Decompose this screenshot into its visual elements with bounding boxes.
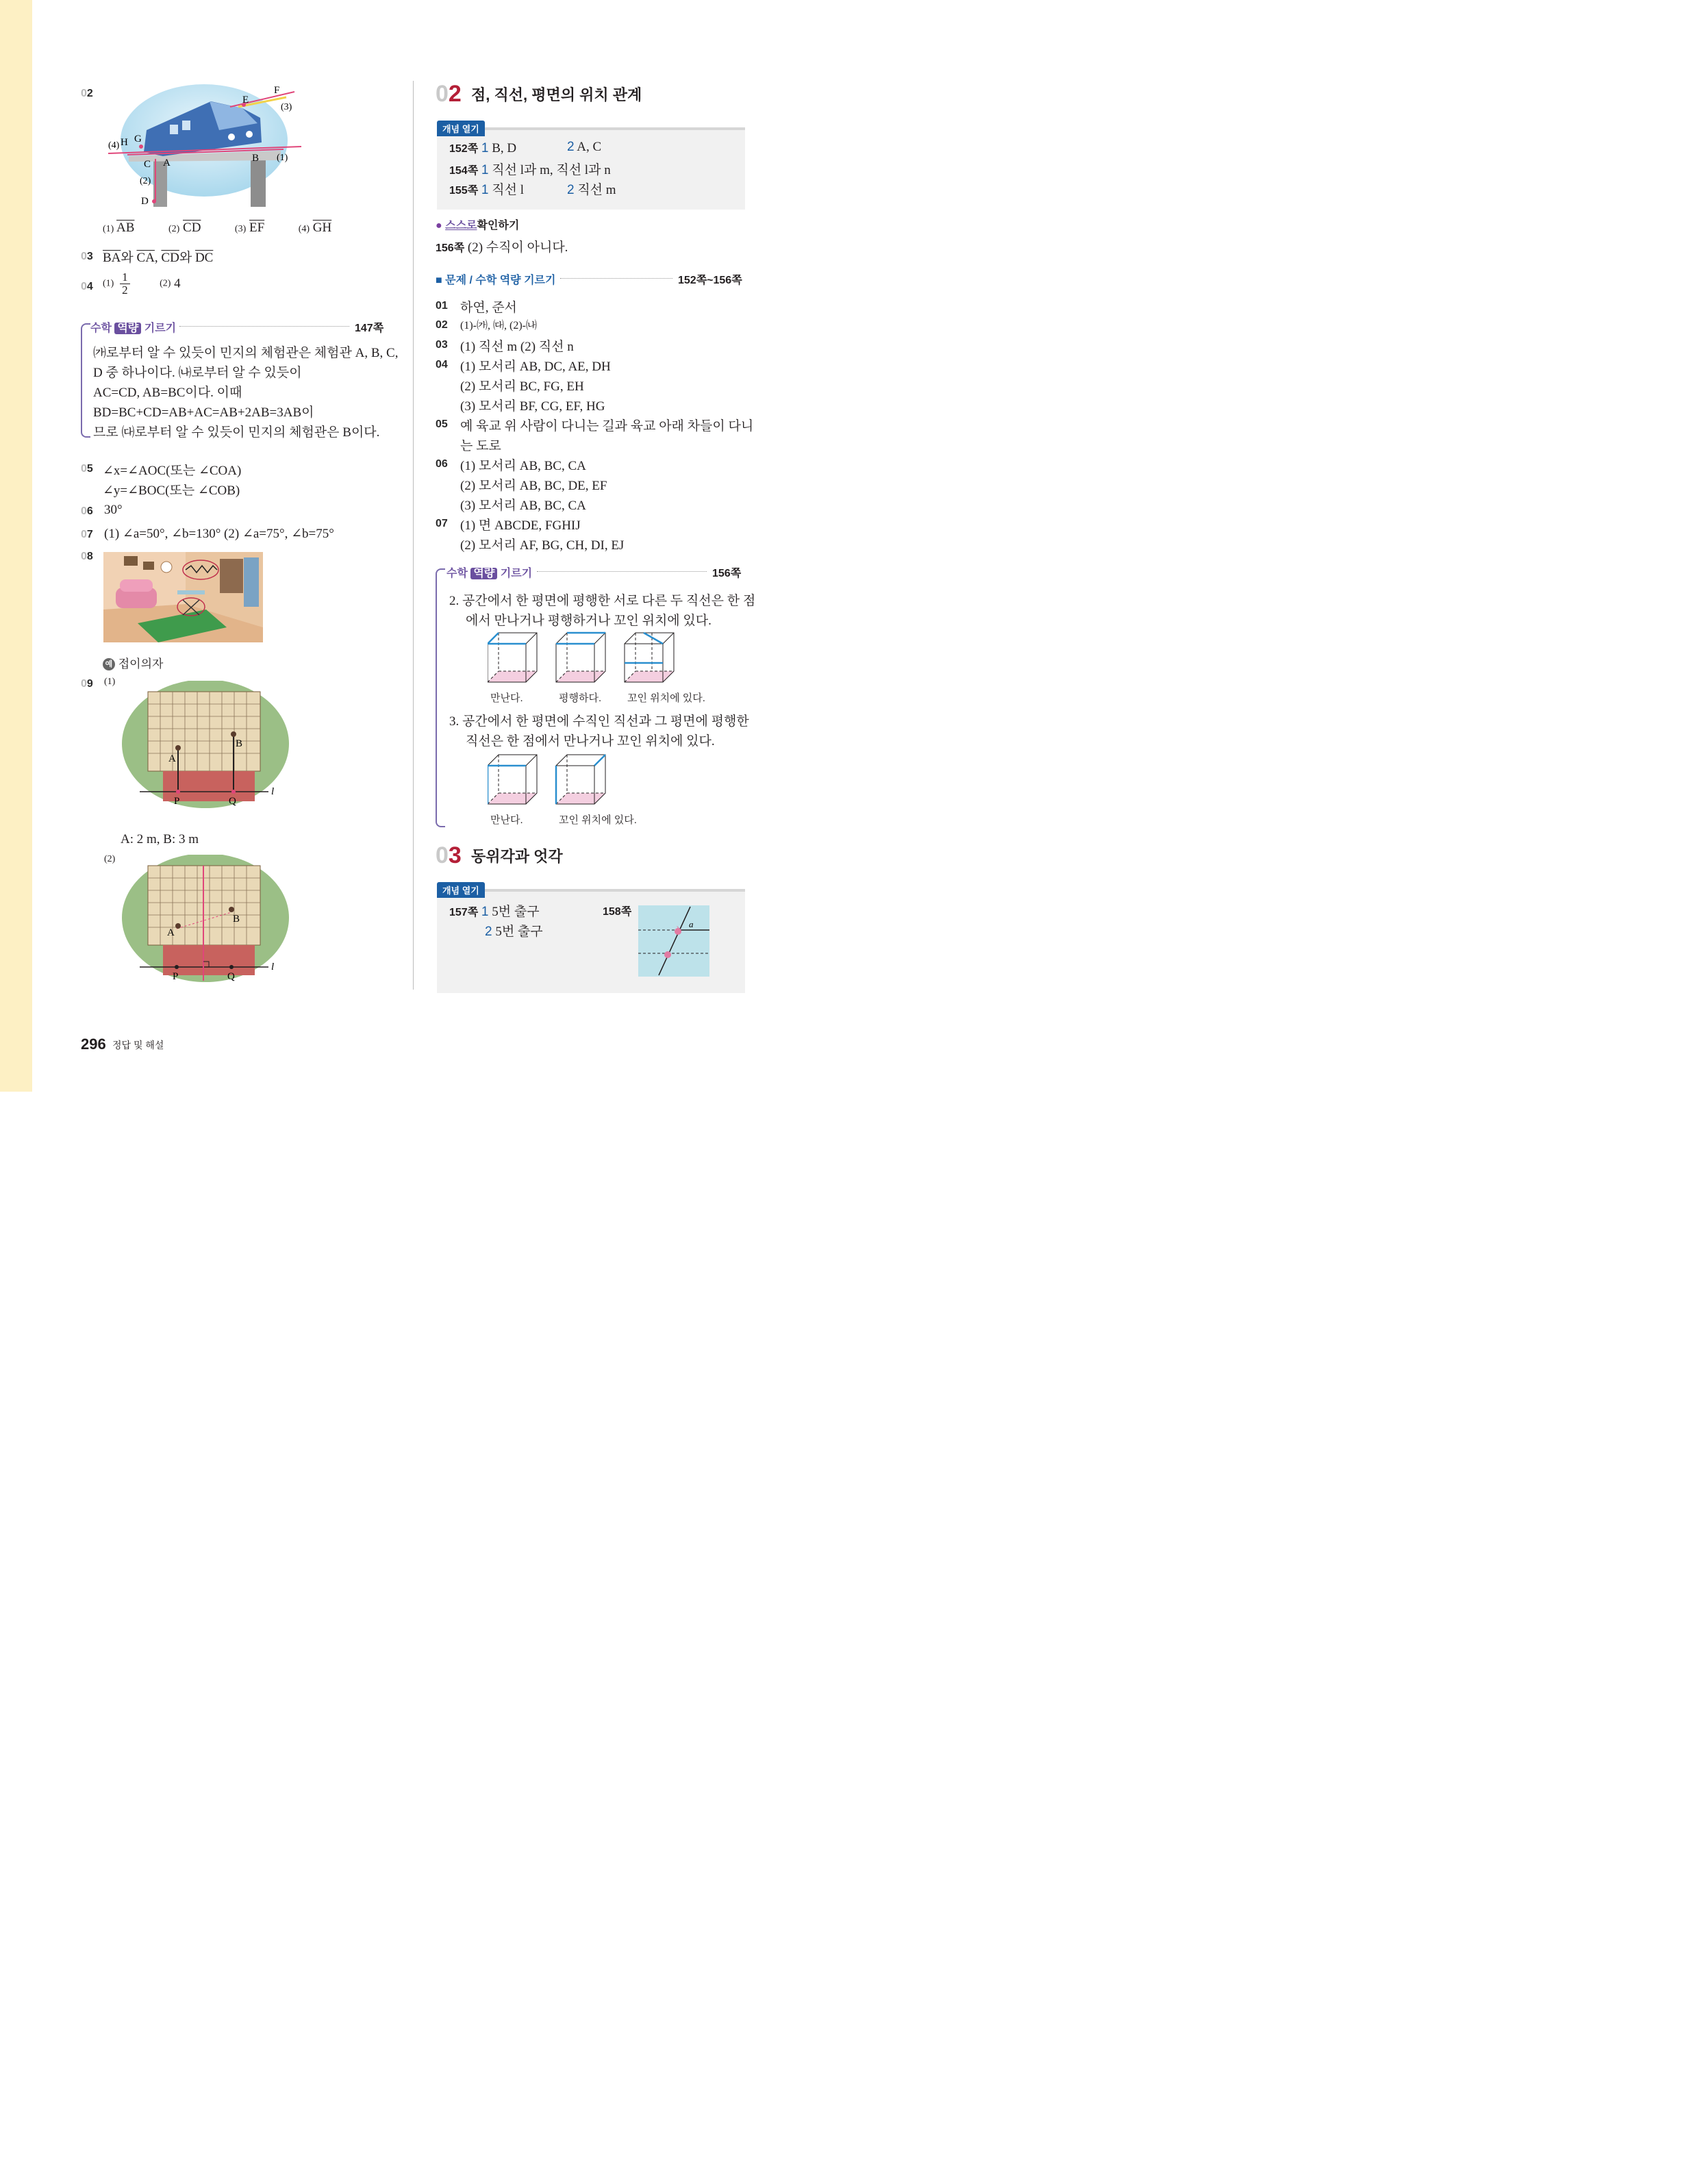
cube-diagrams-row1 bbox=[488, 631, 707, 686]
wall-figure-1 bbox=[122, 681, 289, 812]
q09-answer: A: 2 m, B: 3 m bbox=[121, 832, 199, 846]
cube-perp-intersect bbox=[488, 755, 537, 804]
q09-part2-label: (2) bbox=[104, 854, 116, 864]
concept-tag-1: 개념 열기 bbox=[437, 121, 485, 136]
label-3: (3) bbox=[281, 102, 292, 112]
q02-number: 02 bbox=[81, 88, 93, 99]
answer-02: (1)-㈎, ㈐, (2)-㈏ bbox=[460, 320, 537, 331]
label-E: E bbox=[242, 95, 249, 105]
answer-06-1: (1) 모서리 AB, BC, CA bbox=[460, 459, 586, 473]
wall2-label-P: P bbox=[173, 971, 179, 982]
capacity-line-5: 므로 ㈐로부터 알 수 있듯이 민지의 체험관은 B이다. bbox=[93, 425, 380, 440]
answer-01: 하연, 준서 bbox=[460, 301, 517, 315]
wall1-label-P: P bbox=[174, 796, 180, 807]
wall-figure-2 bbox=[122, 855, 289, 986]
q06-number: 06 bbox=[81, 505, 93, 517]
q04-number: 04 bbox=[81, 281, 93, 292]
section-03-number: 03 bbox=[436, 842, 462, 868]
cube-intersect bbox=[488, 633, 537, 682]
section-03-title: 동위각과 엇각 bbox=[471, 848, 563, 865]
angle-diagram bbox=[638, 905, 709, 977]
answer-05-2: 는 도로 bbox=[460, 439, 501, 453]
cube-skew bbox=[625, 633, 674, 682]
label-D: D bbox=[141, 196, 149, 207]
q08-number: 08 bbox=[81, 551, 93, 562]
answer-07-2: (2) 모서리 AF, BG, CH, DI, EJ bbox=[460, 538, 625, 553]
footer-label: 정답 및 해설 bbox=[112, 1040, 164, 1051]
label-C: C bbox=[144, 159, 151, 170]
capacity2-point2-line2: 에서 만나거나 평행하거나 꼬인 위치에 있다. bbox=[466, 614, 712, 628]
answer-03-number: 03 bbox=[436, 339, 448, 351]
q08-answer: 예 접이의자 bbox=[103, 654, 163, 672]
capacity-line-3: AC=CD, AB=BC이다. 이때 bbox=[93, 386, 242, 400]
section-02-number: 02 bbox=[436, 81, 462, 107]
label-G: G bbox=[134, 134, 142, 145]
self-check-title: ● 스스로확인하기 bbox=[436, 220, 520, 231]
column-divider bbox=[413, 81, 414, 990]
answer-06-number: 06 bbox=[436, 458, 448, 470]
answer-05-1: 예 육교 위 사람이 다니는 길과 육교 아래 차들이 다니 bbox=[460, 419, 754, 434]
wall1-label-l: l bbox=[271, 786, 275, 797]
room-illustration bbox=[103, 552, 263, 642]
wall2-label-A: A bbox=[167, 927, 175, 938]
answer-06-3: (3) 모서리 AB, BC, CA bbox=[460, 499, 586, 513]
answer-04-2: (2) 모서리 BC, FG, EH bbox=[460, 379, 584, 394]
answer-04-1: (1) 모서리 AB, DC, AE, DH bbox=[460, 360, 611, 374]
capacity-line-2: D 중 하나이다. ㈏로부터 알 수 있듯이 bbox=[93, 366, 302, 380]
label-1: (1) bbox=[277, 153, 288, 163]
concept-tag-2: 개념 열기 bbox=[437, 882, 485, 898]
capacity-box-title: 수학 역량 기르기 bbox=[90, 323, 177, 334]
concept-row-3: 155쪽 1 직선 l 2 직선 m bbox=[449, 183, 616, 197]
answer-05-number: 05 bbox=[436, 418, 448, 430]
capacity-box-bracket bbox=[81, 323, 90, 438]
cube-parallel bbox=[556, 633, 605, 682]
angle-label-a: a bbox=[689, 919, 694, 929]
capacity2-title: 수학 역량 기르기 bbox=[446, 568, 533, 579]
answer-07-1: (1) 면 ABCDE, FGHIJ bbox=[460, 518, 581, 533]
wall2-label-Q: Q bbox=[227, 971, 235, 982]
cube-diagrams-row2 bbox=[488, 753, 638, 808]
q07-answer: (1) ∠a=50°, ∠b=130° (2) ∠a=75°, ∠b=75° bbox=[104, 527, 334, 541]
caption-skew-1: 꼬인 위치에 있다. bbox=[627, 692, 705, 704]
q05-line-2: ∠y=∠BOC(또는 ∠COB) bbox=[103, 484, 240, 498]
q03-number: 03 bbox=[81, 251, 93, 262]
capacity2-point3-line2: 직선은 한 점에서 만나거나 꼬인 위치에 있다. bbox=[466, 734, 715, 749]
capacity2-point3-line1: 3. 공간에서 한 평면에 수직인 직선과 그 평면에 평행한 bbox=[449, 714, 749, 729]
caption-intersect-2: 만난다. bbox=[490, 814, 523, 826]
label-A: A bbox=[163, 158, 171, 168]
capacity2-page: 156쪽 bbox=[712, 568, 742, 579]
page-spine-strip bbox=[0, 0, 32, 1092]
label-2: (2) bbox=[140, 176, 151, 186]
answer-04-3: (3) 모서리 BF, CG, EF, HG bbox=[460, 399, 605, 414]
label-B: B bbox=[252, 153, 260, 164]
self-check-answer: 156쪽 (2) 수직이 아니다. bbox=[436, 240, 568, 255]
capacity2-point2-line1: 2. 공간에서 한 평면에 평행한 서로 다른 두 직선은 한 점 bbox=[449, 594, 756, 608]
q02-answers: (1) $\overline{AB}$ (2) $\overline{CD}$ (3) $\overline{EF}$ (4) $\overline{GH}$ bbox=[103, 221, 332, 235]
answer-06-2: (2) 모서리 AB, BC, DE, EF bbox=[460, 479, 607, 493]
capacity-line-4: BD=BC+CD=AB+AC=AB+2AB=3AB이 bbox=[93, 405, 314, 420]
cube-perp-skew bbox=[556, 755, 605, 804]
wall2-label-B: B bbox=[233, 914, 240, 925]
label-4: (4) bbox=[108, 140, 120, 151]
answer-03: (1) 직선 m (2) 직선 n bbox=[460, 340, 574, 354]
concept2-page2: 158쪽 bbox=[603, 906, 632, 918]
section-02-title: 점, 직선, 평면의 위치 관계 bbox=[471, 86, 642, 103]
wall1-label-A: A bbox=[168, 753, 176, 764]
q03-answer: $\overline{BA}$와 $\overline{CA}$, $\overline{CD}$와 $\overline{DC}$ bbox=[103, 251, 214, 265]
answer-01-number: 01 bbox=[436, 300, 448, 312]
train-figure bbox=[101, 82, 307, 212]
problems-pages: 152쪽~156쪽 bbox=[678, 275, 742, 286]
q06-answer: 30° bbox=[104, 503, 123, 517]
label-F: F bbox=[274, 85, 280, 96]
q07-number: 07 bbox=[81, 529, 93, 540]
concept2-row-1: 157쪽 1 5번 출구 bbox=[449, 905, 540, 919]
q04-answer: (1) $\frac{1}{2}$ (2) 4 bbox=[103, 271, 181, 297]
problems-title: ■ 문제 / 수학 역량 기르기 bbox=[436, 275, 556, 286]
concept-row-1: 152쪽 1 B, D 2 A, C bbox=[449, 140, 602, 155]
wall1-label-Q: Q bbox=[229, 796, 236, 807]
problems-dotline bbox=[560, 278, 672, 279]
caption-parallel: 평행하다. bbox=[559, 692, 602, 704]
capacity-box-page: 147쪽 bbox=[355, 323, 384, 334]
wall1-label-B: B bbox=[236, 738, 243, 749]
answer-04-number: 04 bbox=[436, 359, 448, 371]
capacity-box-dotline bbox=[179, 326, 349, 327]
wall2-label-l: l bbox=[271, 962, 275, 972]
q09-number: 09 bbox=[81, 678, 93, 690]
q05-line-1: ∠x=∠AOC(또는 ∠COA) bbox=[103, 464, 242, 478]
concept2-row-2: 2 5번 출구 bbox=[485, 925, 543, 939]
page-number: 296 bbox=[81, 1035, 106, 1053]
concept-row-2: 154쪽 1 직선 l과 m, 직선 l과 n bbox=[449, 163, 611, 177]
q05-number: 05 bbox=[81, 463, 93, 475]
answer-02-number: 02 bbox=[436, 319, 448, 331]
answer-page bbox=[0, 0, 849, 1092]
answer-07-number: 07 bbox=[436, 518, 448, 529]
capacity-line-1: ㈎로부터 알 수 있듯이 민지의 체험관은 체험관 A, B, C, bbox=[93, 346, 399, 360]
caption-intersect-1: 만난다. bbox=[490, 692, 523, 704]
capacity2-dotline bbox=[537, 571, 707, 572]
capacity2-bracket bbox=[436, 568, 445, 827]
label-H: H bbox=[121, 137, 128, 148]
caption-skew-2: 꼬인 위치에 있다. bbox=[559, 814, 637, 826]
q09-part1-label: (1) bbox=[104, 677, 116, 687]
